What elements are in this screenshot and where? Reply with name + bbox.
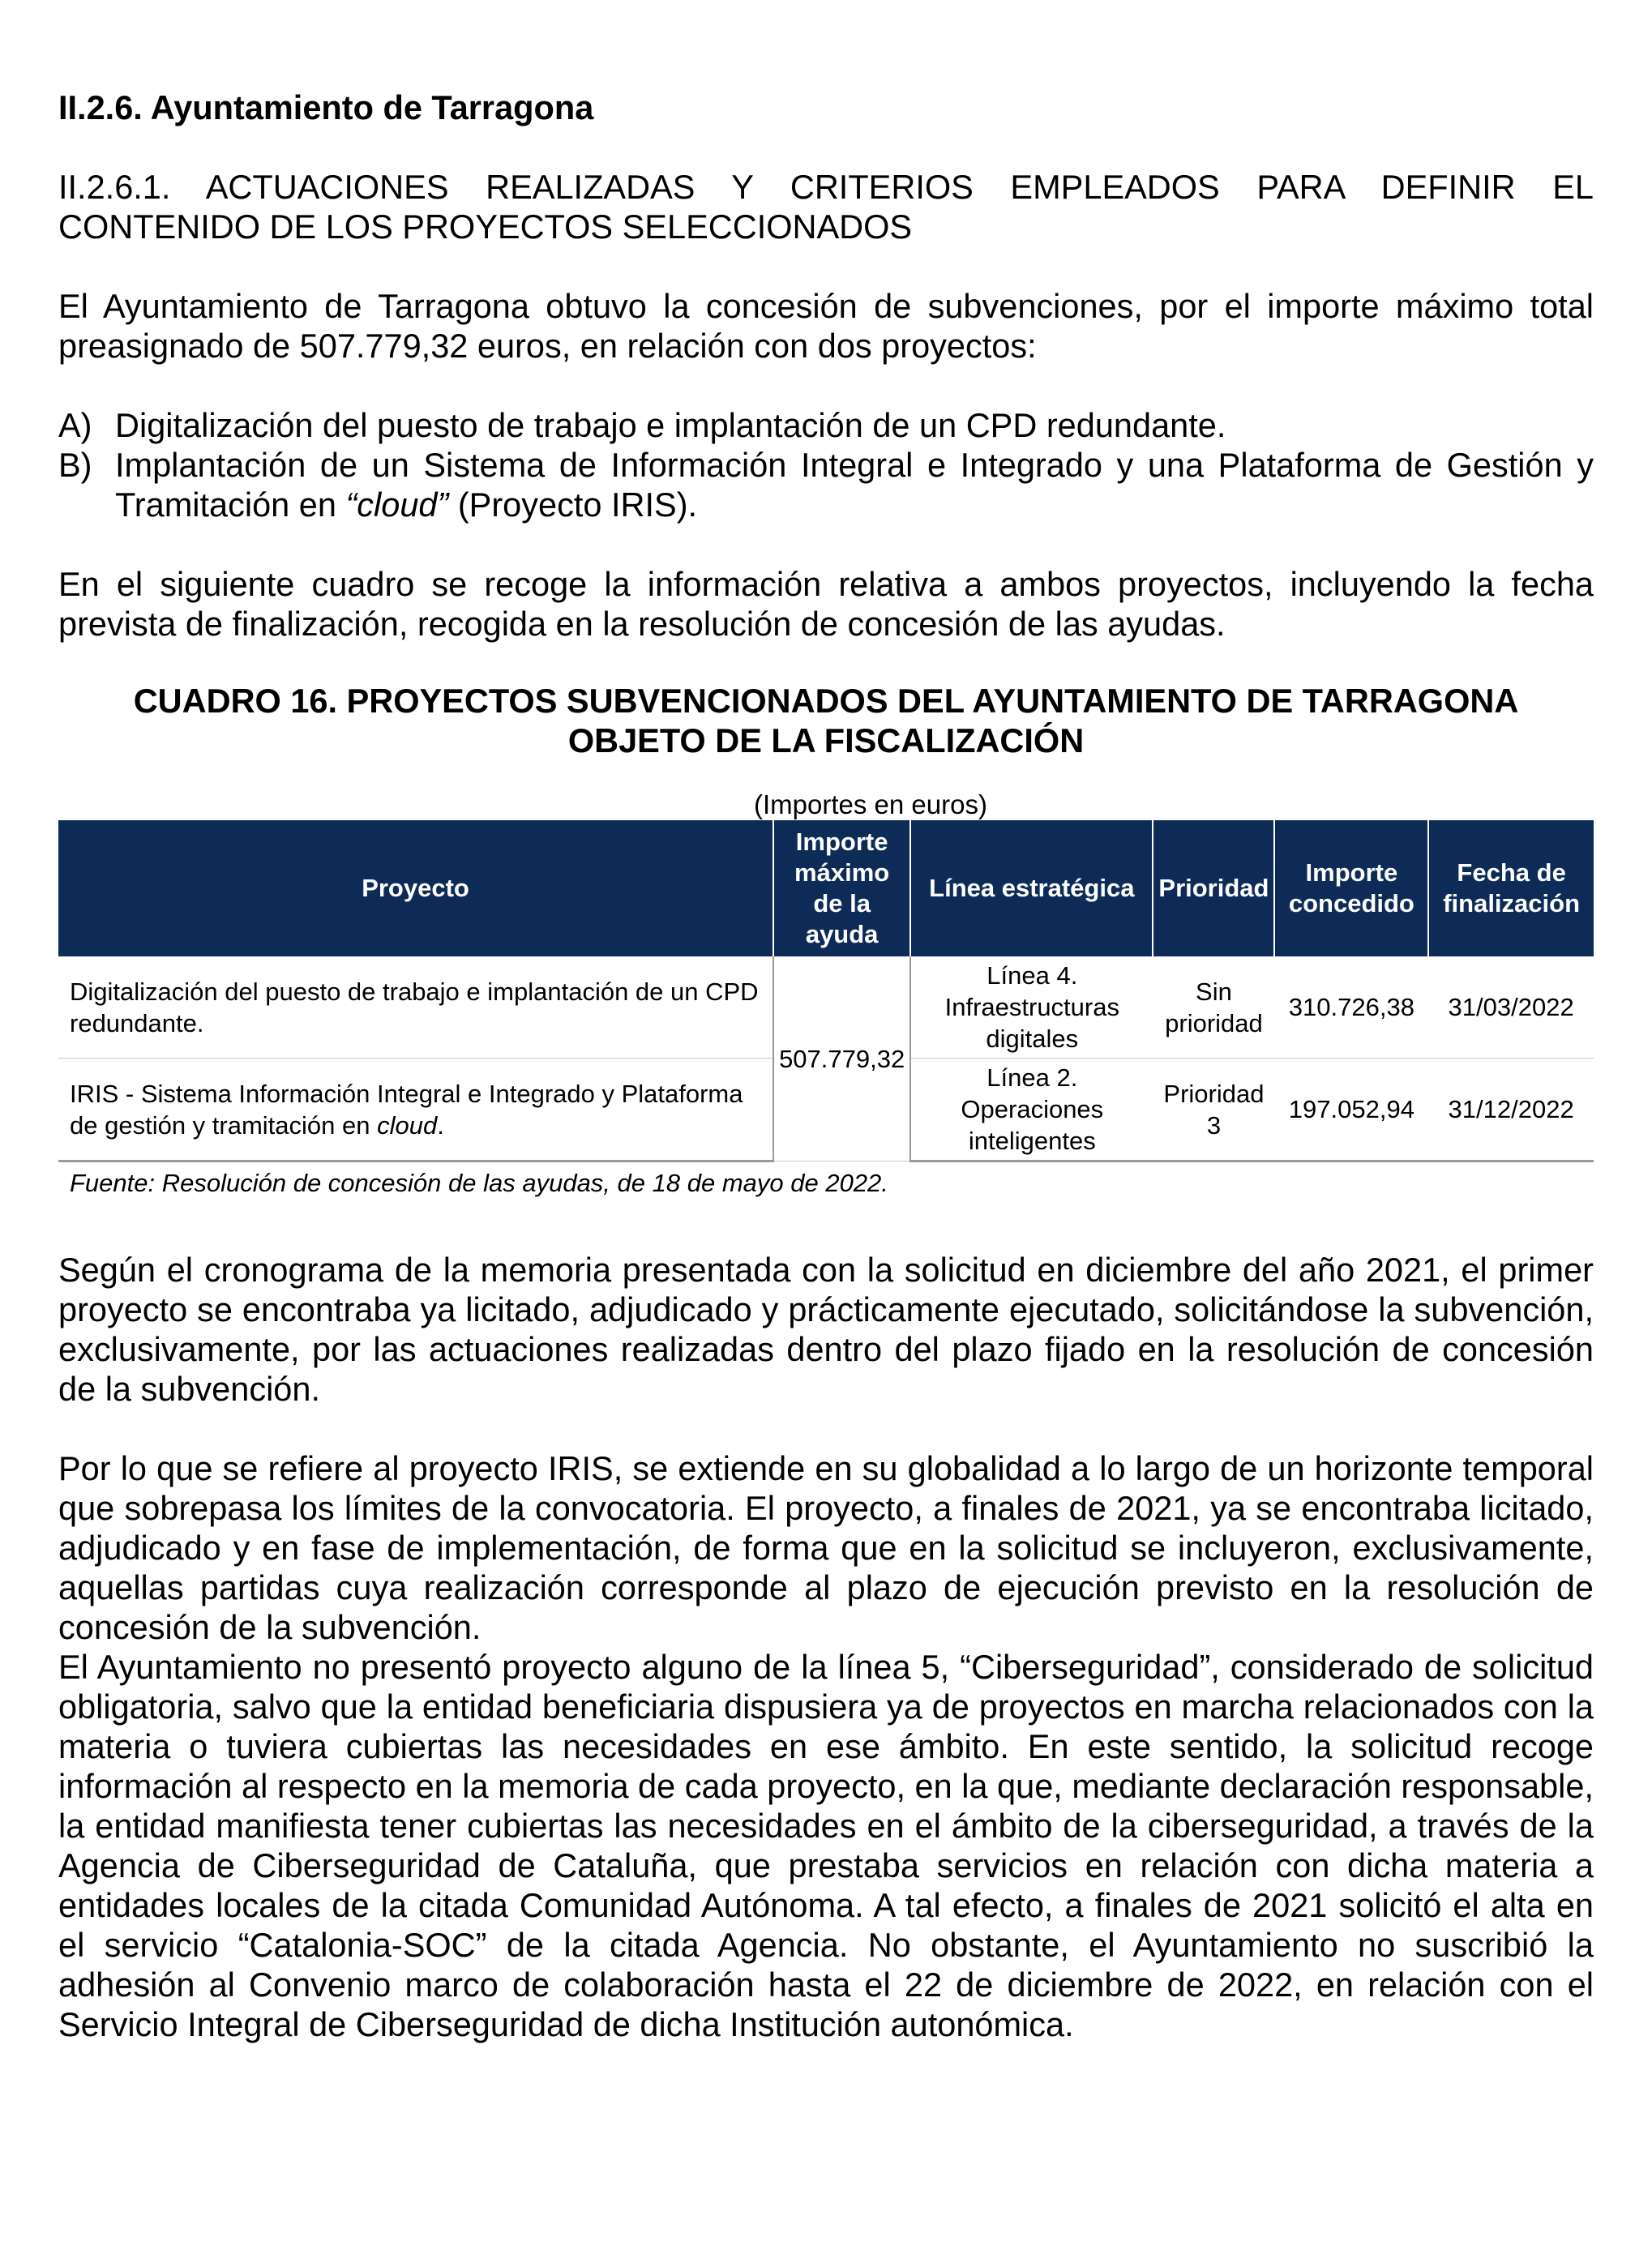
table-caption-line1: CUADRO 16. PROYECTOS SUBVENCIONADOS DEL AYUNTAMIENTO DE TARRAGONA [133,682,1519,720]
cell-linea: Línea 2. Operaciones inteligentes [910,1059,1153,1161]
subsection-title [58,167,1594,246]
cell-proyecto: Digitalización del puesto de trabajo e implantación de un CPD redundante. [58,956,773,1059]
table-intro-paragraph: En el siguiente cuadro se recoge la información relativa a ambos proyectos, incluyendo la fecha prevista de finalización, recogida en la resolución de concesión de las ayudas. [58,565,1594,643]
list-item [58,405,1594,445]
paragraph-cronograma: Según el cronograma de la memoria presentada con la solicitud en diciembre del año 2021, el primer proyecto se encontraba ya licitado, adjudicado y prácticamente ejecutado, solicitándose la subvención, exclusivamente, por las actuaciones realizadas dentro del plazo fijado en la resolución de concesión de la subvención. [58,1251,1594,1408]
cell-proyecto-italic: cloud [377,1110,438,1140]
header-prioridad: Prioridad [1153,820,1274,956]
header-linea-estrategica: Línea estratégica [910,820,1153,956]
cell-fecha: 31/03/2022 [1428,956,1594,1059]
table-units: (Importes en euros) [754,789,987,819]
header-fecha-finalizacion: Fecha de finalización [1428,820,1594,956]
cell-linea: Línea 4. Infraestructuras digitales [910,956,1153,1059]
projects-table [58,820,1594,1162]
cell-prioridad: Prioridad 3 [1153,1059,1274,1161]
section-title: II.2.6. Ayuntamiento de Tarragona [58,88,594,126]
header-proyecto: Proyecto [58,820,773,956]
table-header-row [58,820,1594,956]
cell-proyecto [58,1059,773,1161]
list-item-text: Digitalización del puesto de trabajo e implantación de un CPD redundante. [115,406,1226,444]
header-importe-concedido: Importe concedido [1274,820,1428,956]
cell-importe-concedido: 310.726,38 [1274,956,1428,1059]
paragraph-iris: Por lo que se refiere al proyecto IRIS, se extiende en su globalidad a lo largo de un horizonte temporal que sobrepasa los límites de la convocatoria. El proyecto, a finales de 2021, ya se encontraba licitado, adjudicado y en fase de implementación, de forma que en la solicitud se incluyeron, exclusivamente, aquellas partidas cuya realización corresponde al plazo de ejecución previsto en la resolución de concesión de la subvención. [58,1449,1594,1646]
cell-fecha: 31/12/2022 [1428,1059,1594,1161]
intro-paragraph: El Ayuntamiento de Tarragona obtuvo la concesión de subvenciones, por el importe máximo total preasignado de 507.779,32 euros, en relación con dos proyectos: [58,287,1594,365]
list-item [58,445,1594,524]
subsection-title-line1: II.2.6.1. ACTUACIONES REALIZADAS Y CRITERIOS EMPLEADOS PARA DEFINIR EL [58,168,1594,206]
table-caption-line2: OBJETO DE LA FISCALIZACIÓN [567,721,1085,759]
list-marker: B) [58,446,92,484]
list-item-italic: “cloud” [345,486,449,524]
subsection-title-line2: CONTENIDO DE LOS PROYECTOS SELECCIONADOS [58,207,913,246]
list-marker: A) [58,406,92,444]
table-row [58,956,1594,1059]
paragraph-ciberseguridad: El Ayuntamiento no presentó proyecto alguno de la línea 5, “Ciberseguridad”, considerado de solicitud obligatoria, salvo que la entidad beneficiaria dispusiera ya de proyectos en marcha relacionados con la materia o tuviera cubiertas las necesidades en ese ámbito. En este sentido, la solicitud recoge información al respecto en la memoria de cada proyecto, en la que, mediante declaración responsable, la entidad manifiesta tener cubiertas las necesidades en el ámbito de la ciberseguridad, a través de la Agencia de Ciberseguridad de Cataluña, que prestaba servicios en relación con dicha materia a entidades locales de la citada Comunidad Autónoma. A tal efecto, a finales de 2021 solicitó el alta en el servicio “Catalonia-SOC” de la citada Agencia. No obstante, el Ayuntamiento no suscribió la adhesión al Convenio marco de colaboración hasta el 22 de diciembre de 2022, en relación con el Servicio Integral de Ciberseguridad de dicha Institución autonómica. [58,1648,1594,2043]
header-importe-maximo: Importe máximo de la ayuda [773,820,910,956]
projects-list [58,405,1594,524]
list-item-text: Implantación de un Sistema de Información Integral e Integrado y una Plataforma de Gestión y Tramitación en [115,446,1594,524]
cell-importe-maximo: 507.779,32 [773,956,910,1161]
cell-proyecto-text: IRIS - Sistema Información Integral e Integrado y Plataforma de gestión y tramitación en [70,1079,743,1140]
table-source: Fuente: Resolución de concesión de las ayudas, de 18 de mayo de 2022. [70,1169,888,1197]
cell-prioridad: Sin prioridad [1153,956,1274,1059]
cell-importe-concedido: 197.052,94 [1274,1059,1428,1161]
cell-proyecto-end: . [437,1110,444,1140]
document-page [58,88,1594,2044]
list-item-text-end: (Proyecto IRIS). [448,486,698,524]
